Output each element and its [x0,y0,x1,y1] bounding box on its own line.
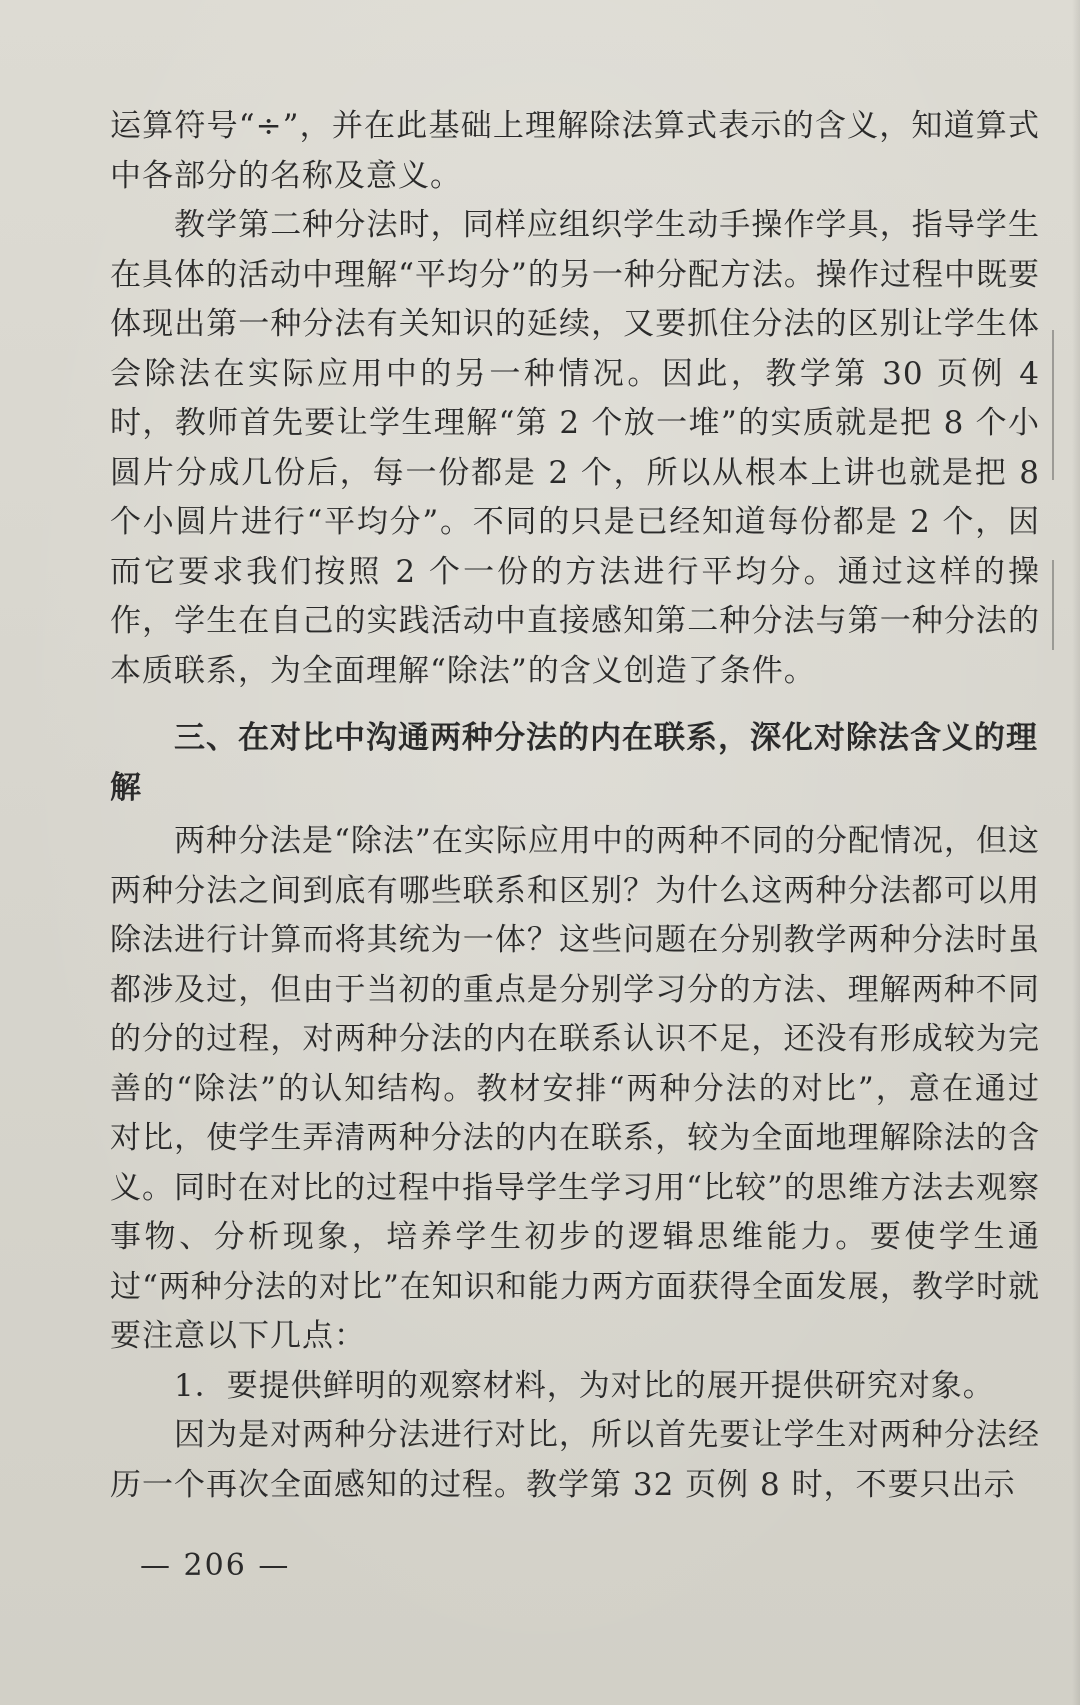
page-edge-shadow [1072,0,1080,1705]
paragraph-second-method: 教学第二种分法时，同样应组织学生动手操作学具，指导学生在具体的活动中理解“平均分”的另一种分配方法。操作过程中既要体现出第一种分法有关知识的延续，又要抓住分法的区别让学生体会除法在实际应用中的另一种情况。因此，教学第 30 页例 4 时，教师首先要让学生理解“第 2 个放一堆”的实质就是把 8 个小圆片分成几份后，每一份都是 2 个，所以从根本上讲也就是把 8 个小圆片进行“平均分”。不同的只是已经知道每份都是 2 个，因而它要求我们按照 2 个一份的方法进行平均分。通过这样的操作，学生在自己的实践活动中直接感知第二种分法与第一种分法的本质联系，为全面理解“除法”的含义创造了条件。 [110,207,1040,689]
section-heading: 三、在对比中沟通两种分法的内在联系，深化对除法含义的理解 [110,720,1038,806]
margin-pencil-mark [1052,560,1054,650]
body-text [110,102,1040,1510]
margin-pencil-mark [1052,330,1054,480]
paragraph-continued: 运算符号“÷”，并在此基础上理解除法算式表示的含义，知道算式中各部分的名称及意义。 [110,108,1040,194]
paragraph-two-methods: 两种分法是“除法”在实际应用中的两种不同的分配情况，但这两种分法之间到底有哪些联系和区别？为什么这两种分法都可以用除法进行计算而将其统为一体？这些问题在分别教学两种分法时虽都涉及过，但由于当初的重点是分别学习分的方法、理解两种不同的分的过程，对两种分法的内在联系认识不足，还没有形成较为完善的“除法”的认知结构。教材安排“两种分法的对比”，意在通过对比，使学生弄清两种分法的内在联系，较为全面地理解除法的含义。同时在对比的过程中指导学生学习用“比较”的思维方法去观察事物、分析现象，培养学生初步的逻辑思维能力。要使学生通过“两种分法的对比”在知识和能力两方面获得全面发展，教学时就要注意以下几点： [110,823,1040,1354]
paragraph-point-1: 1．要提供鲜明的观察材料，为对比的展开提供研究对象。 [174,1367,995,1404]
paragraph-because: 因为是对两种分法进行对比，所以首先要让学生对两种分法经历一个再次全面感知的过程。教学第 32 页例 8 时，不要只出示 [110,1417,1040,1503]
page-number: — 206 — [140,1548,291,1583]
